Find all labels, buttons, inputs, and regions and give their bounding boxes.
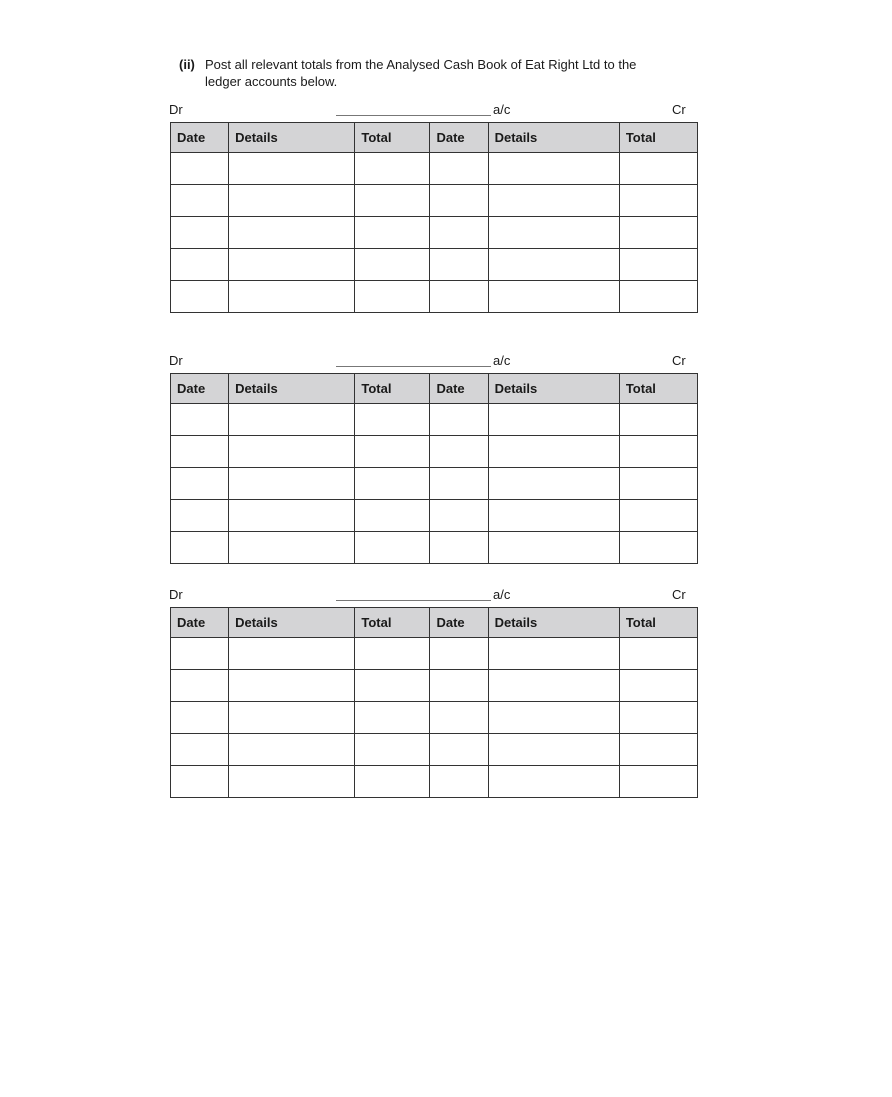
question-line-2: ledger accounts below.: [205, 74, 338, 89]
entry-cell[interactable]: [488, 404, 619, 436]
table-row: [171, 766, 698, 798]
table-row: [171, 468, 698, 500]
debit-label: Dr: [169, 587, 183, 602]
entry-cell[interactable]: [355, 532, 430, 564]
entry-cell[interactable]: [430, 404, 488, 436]
entry-cell[interactable]: [488, 436, 619, 468]
entry-cell[interactable]: [229, 404, 355, 436]
entry-cell[interactable]: [171, 766, 229, 798]
column-header: Total: [355, 123, 430, 153]
table-row: [171, 249, 698, 281]
account-name-blank-line[interactable]: [336, 366, 491, 367]
entry-cell[interactable]: [430, 702, 488, 734]
ledger-account-1: [169, 100, 699, 145]
entry-cell[interactable]: [430, 670, 488, 702]
entry-cell[interactable]: [619, 468, 697, 500]
entry-cell[interactable]: [619, 532, 697, 564]
entry-cell[interactable]: [619, 404, 697, 436]
entry-cell[interactable]: [619, 217, 697, 249]
table-row: [171, 281, 698, 313]
debit-label: Dr: [169, 353, 183, 368]
entry-cell[interactable]: [619, 638, 697, 670]
entry-cell[interactable]: [229, 153, 355, 185]
entry-cell[interactable]: [171, 281, 229, 313]
entry-cell[interactable]: [355, 670, 430, 702]
entry-cell[interactable]: [619, 249, 697, 281]
account-name-blank-line[interactable]: [336, 600, 491, 601]
account-header: [169, 100, 699, 122]
column-header: Total: [355, 374, 430, 404]
entry-cell[interactable]: [430, 766, 488, 798]
table-row: [171, 185, 698, 217]
column-header: Total: [619, 123, 697, 153]
entry-cell[interactable]: [171, 217, 229, 249]
entry-cell[interactable]: [229, 436, 355, 468]
debit-label: Dr: [169, 102, 183, 117]
entry-cell[interactable]: [430, 468, 488, 500]
entry-cell[interactable]: [229, 249, 355, 281]
entry-cell[interactable]: [619, 281, 697, 313]
question-text: [179, 56, 636, 90]
column-header: Date: [430, 608, 488, 638]
column-header: Date: [430, 123, 488, 153]
entry-cell[interactable]: [430, 500, 488, 532]
entry-cell[interactable]: [229, 734, 355, 766]
entry-cell[interactable]: [488, 702, 619, 734]
table-row: [171, 217, 698, 249]
entry-cell[interactable]: [488, 734, 619, 766]
column-header: Details: [488, 123, 619, 153]
ledger-table: [170, 373, 698, 564]
entry-cell[interactable]: [488, 500, 619, 532]
column-header: Details: [229, 374, 355, 404]
table-row: [171, 734, 698, 766]
entry-cell[interactable]: [619, 185, 697, 217]
column-header: Total: [619, 608, 697, 638]
entry-cell[interactable]: [171, 670, 229, 702]
account-header: [169, 351, 699, 373]
account-header: [169, 585, 699, 607]
entry-cell[interactable]: [430, 153, 488, 185]
entry-cell[interactable]: [430, 249, 488, 281]
entry-cell[interactable]: [229, 217, 355, 249]
entry-cell[interactable]: [171, 638, 229, 670]
entry-cell[interactable]: [355, 185, 430, 217]
entry-cell[interactable]: [355, 153, 430, 185]
entry-cell[interactable]: [229, 468, 355, 500]
entry-cell[interactable]: [430, 217, 488, 249]
question-number: (ii): [179, 57, 195, 72]
ledger-table: [170, 607, 698, 798]
table-row: [171, 638, 698, 670]
entry-cell[interactable]: [619, 670, 697, 702]
entry-cell[interactable]: [488, 249, 619, 281]
column-header: Total: [355, 608, 430, 638]
entry-cell[interactable]: [619, 436, 697, 468]
account-suffix-label: a/c: [493, 587, 511, 602]
column-header: Total: [619, 374, 697, 404]
entry-cell[interactable]: [229, 638, 355, 670]
entry-cell[interactable]: [229, 281, 355, 313]
entry-cell[interactable]: [619, 500, 697, 532]
entry-cell[interactable]: [430, 638, 488, 670]
entry-cell[interactable]: [229, 702, 355, 734]
entry-cell[interactable]: [355, 468, 430, 500]
table-row: [171, 702, 698, 734]
column-header: Date: [171, 608, 229, 638]
table-row: [171, 500, 698, 532]
entry-cell[interactable]: [171, 734, 229, 766]
entry-cell[interactable]: [355, 702, 430, 734]
entry-cell[interactable]: [430, 281, 488, 313]
entry-cell[interactable]: [488, 670, 619, 702]
entry-cell[interactable]: [488, 468, 619, 500]
entry-cell[interactable]: [355, 638, 430, 670]
column-header: Details: [488, 608, 619, 638]
table-header-row: [171, 374, 698, 404]
entry-cell[interactable]: [355, 500, 430, 532]
entry-cell[interactable]: [355, 766, 430, 798]
entry-cell[interactable]: [355, 734, 430, 766]
entry-cell[interactable]: [430, 734, 488, 766]
table-row: [171, 532, 698, 564]
entry-cell[interactable]: [355, 217, 430, 249]
entry-cell[interactable]: [355, 436, 430, 468]
column-header: Details: [229, 123, 355, 153]
credit-label: Cr: [672, 102, 686, 117]
table-row: [171, 404, 698, 436]
account-suffix-label: a/c: [493, 102, 511, 117]
entry-cell[interactable]: [355, 404, 430, 436]
column-header: Date: [171, 123, 229, 153]
entry-cell[interactable]: [619, 766, 697, 798]
entry-cell[interactable]: [171, 500, 229, 532]
entry-cell[interactable]: [229, 670, 355, 702]
column-header: Date: [171, 374, 229, 404]
table-row: [171, 153, 698, 185]
entry-cell[interactable]: [171, 702, 229, 734]
entry-cell[interactable]: [171, 532, 229, 564]
credit-label: Cr: [672, 353, 686, 368]
entry-cell[interactable]: [229, 500, 355, 532]
account-suffix-label: a/c: [493, 353, 511, 368]
entry-cell[interactable]: [355, 281, 430, 313]
table-row: [171, 670, 698, 702]
entry-cell[interactable]: [430, 185, 488, 217]
entry-cell[interactable]: [430, 436, 488, 468]
account-name-blank-line[interactable]: [336, 115, 491, 116]
entry-cell[interactable]: [488, 185, 619, 217]
entry-cell[interactable]: [488, 766, 619, 798]
ledger-account-3: [169, 585, 699, 630]
column-header: Date: [430, 374, 488, 404]
entry-cell[interactable]: [619, 734, 697, 766]
entry-cell[interactable]: [229, 185, 355, 217]
entry-cell[interactable]: [488, 532, 619, 564]
entry-cell[interactable]: [430, 532, 488, 564]
entry-cell[interactable]: [229, 532, 355, 564]
entry-cell[interactable]: [619, 153, 697, 185]
entry-cell[interactable]: [488, 217, 619, 249]
entry-cell[interactable]: [488, 153, 619, 185]
table-header-row: [171, 123, 698, 153]
table-header-row: [171, 608, 698, 638]
entry-cell[interactable]: [488, 281, 619, 313]
ledger-table: [170, 122, 698, 313]
entry-cell[interactable]: [171, 153, 229, 185]
entry-cell[interactable]: [171, 436, 229, 468]
table-row: [171, 436, 698, 468]
entry-cell[interactable]: [171, 249, 229, 281]
column-header: Details: [488, 374, 619, 404]
entry-cell[interactable]: [619, 702, 697, 734]
ledger-account-2: [169, 351, 699, 396]
entry-cell[interactable]: [488, 638, 619, 670]
entry-cell[interactable]: [171, 185, 229, 217]
credit-label: Cr: [672, 587, 686, 602]
entry-cell[interactable]: [229, 766, 355, 798]
entry-cell[interactable]: [355, 249, 430, 281]
question-line-1: Post all relevant totals from the Analysed Cash Book of Eat Right Ltd to the: [205, 57, 637, 72]
entry-cell[interactable]: [171, 404, 229, 436]
column-header: Details: [229, 608, 355, 638]
entry-cell[interactable]: [171, 468, 229, 500]
